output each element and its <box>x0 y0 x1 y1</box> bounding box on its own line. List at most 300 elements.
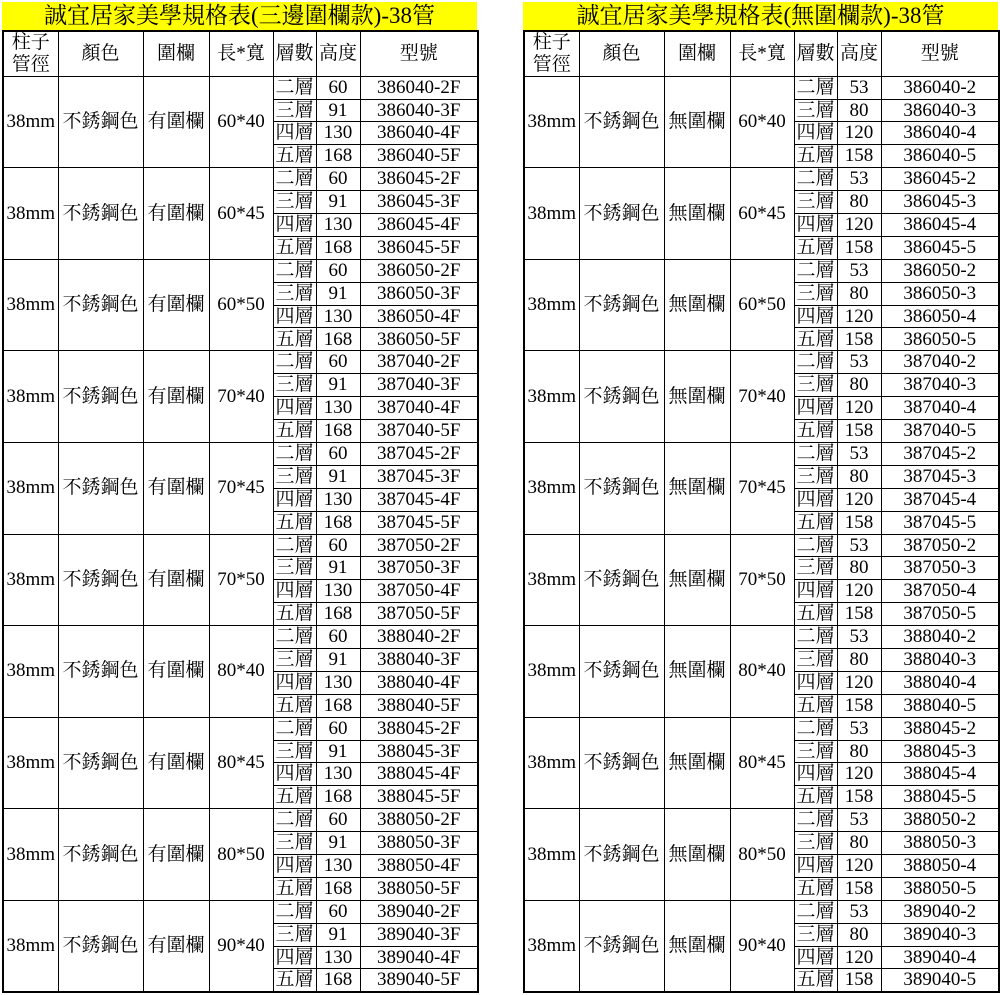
cell-height: 60 <box>316 717 360 740</box>
cell-tiers: 二層 <box>794 442 837 465</box>
table-row <box>524 900 999 923</box>
cell-color: 不銹鋼色 <box>58 626 143 718</box>
table-row <box>524 168 999 191</box>
cell-color: 不銹鋼色 <box>579 626 664 718</box>
cell-tiers: 四層 <box>273 305 316 328</box>
table-row <box>3 534 478 557</box>
column-header-color: 顏色 <box>58 31 143 76</box>
cell-tiers: 五層 <box>273 786 316 809</box>
cell-height: 53 <box>837 259 881 282</box>
cell-height: 80 <box>837 832 881 855</box>
cell-height: 53 <box>837 168 881 191</box>
cell-tiers: 二層 <box>273 809 316 832</box>
cell-height: 53 <box>837 717 881 740</box>
cell-height: 158 <box>837 969 881 992</box>
cell-height: 60 <box>316 259 360 282</box>
cell-model: 386045-5 <box>881 236 999 259</box>
cell-model: 389040-3F <box>360 923 478 946</box>
cell-model: 388045-4 <box>881 763 999 786</box>
cell-color: 不銹鋼色 <box>58 168 143 260</box>
cell-tiers: 二層 <box>794 76 837 99</box>
cell-tiers: 四層 <box>273 854 316 877</box>
cell-tiers: 四層 <box>794 488 837 511</box>
cell-height: 130 <box>316 214 360 237</box>
cell-color: 不銹鋼色 <box>579 442 664 534</box>
cell-model: 388040-5 <box>881 694 999 717</box>
cell-height: 158 <box>837 786 881 809</box>
cell-height: 120 <box>837 854 881 877</box>
cell-fence: 有圍欄 <box>143 76 209 168</box>
cell-height: 80 <box>837 374 881 397</box>
cell-size: 80*45 <box>209 717 273 809</box>
cell-tiers: 二層 <box>794 900 837 923</box>
cell-height: 80 <box>837 923 881 946</box>
cell-height: 168 <box>316 511 360 534</box>
spec-table-fenced <box>2 2 477 993</box>
cell-size: 70*50 <box>730 534 794 626</box>
cell-height: 168 <box>316 877 360 900</box>
cell-tiers: 二層 <box>794 534 837 557</box>
cell-height: 120 <box>837 122 881 145</box>
cell-tiers: 五層 <box>273 969 316 992</box>
cell-model: 387050-4 <box>881 580 999 603</box>
cell-tiers: 四層 <box>794 763 837 786</box>
cell-height: 130 <box>316 397 360 420</box>
cell-tiers: 二層 <box>794 259 837 282</box>
cell-height: 130 <box>316 946 360 969</box>
cell-height: 158 <box>837 603 881 626</box>
table-row <box>3 442 478 465</box>
cell-tiers: 二層 <box>273 259 316 282</box>
cell-tiers: 二層 <box>794 809 837 832</box>
cell-height: 60 <box>316 900 360 923</box>
column-header-pipe-diameter: 柱子管徑 <box>524 31 579 76</box>
header-row <box>3 31 478 76</box>
cell-color: 不銹鋼色 <box>579 900 664 992</box>
cell-tiers: 三層 <box>794 465 837 488</box>
cell-model: 387045-3F <box>360 465 478 488</box>
cell-fence: 無圍欄 <box>664 717 730 809</box>
cell-size: 70*40 <box>209 351 273 443</box>
cell-tiers: 二層 <box>794 626 837 649</box>
cell-tiers: 四層 <box>273 763 316 786</box>
cell-model: 386050-4 <box>881 305 999 328</box>
cell-tiers: 三層 <box>273 923 316 946</box>
cell-height: 80 <box>837 557 881 580</box>
cell-model: 386050-5 <box>881 328 999 351</box>
cell-model: 387040-3 <box>881 374 999 397</box>
cell-tiers: 五層 <box>273 420 316 443</box>
cell-fence: 有圍欄 <box>143 168 209 260</box>
cell-tiers: 四層 <box>794 122 837 145</box>
cell-tiers: 三層 <box>273 282 316 305</box>
cell-height: 120 <box>837 305 881 328</box>
table-row <box>3 76 478 99</box>
cell-color: 不銹鋼色 <box>58 717 143 809</box>
cell-model: 387050-5 <box>881 603 999 626</box>
cell-size: 70*50 <box>209 534 273 626</box>
cell-model: 386045-5F <box>360 236 478 259</box>
column-header-pipe-diameter: 柱子管徑 <box>3 31 58 76</box>
cell-model: 388050-3F <box>360 832 478 855</box>
cell-height: 53 <box>837 76 881 99</box>
cell-height: 60 <box>316 809 360 832</box>
cell-model: 386050-3F <box>360 282 478 305</box>
cell-model: 388050-4F <box>360 854 478 877</box>
cell-height: 120 <box>837 946 881 969</box>
cell-color: 不銹鋼色 <box>579 534 664 626</box>
cell-fence: 有圍欄 <box>143 442 209 534</box>
cell-tiers: 三層 <box>794 832 837 855</box>
cell-pipe-diameter: 38mm <box>524 626 579 718</box>
column-header-height: 高度 <box>837 31 881 76</box>
cell-pipe-diameter: 38mm <box>3 809 58 901</box>
cell-tiers: 四層 <box>273 946 316 969</box>
cell-size: 70*45 <box>730 442 794 534</box>
cell-tiers: 五層 <box>273 603 316 626</box>
cell-height: 53 <box>837 351 881 374</box>
table-row <box>524 442 999 465</box>
table-row <box>3 168 478 191</box>
cell-model: 388045-5 <box>881 786 999 809</box>
cell-height: 91 <box>316 465 360 488</box>
cell-size: 70*40 <box>730 351 794 443</box>
cell-model: 386040-3 <box>881 99 999 122</box>
cell-height: 80 <box>837 282 881 305</box>
cell-height: 53 <box>837 900 881 923</box>
column-header-size: 長*寬 <box>730 31 794 76</box>
cell-fence: 有圍欄 <box>143 351 209 443</box>
cell-tiers: 五層 <box>794 236 837 259</box>
cell-pipe-diameter: 38mm <box>3 259 58 351</box>
cell-fence: 有圍欄 <box>143 259 209 351</box>
cell-tiers: 二層 <box>273 351 316 374</box>
cell-model: 387050-3 <box>881 557 999 580</box>
cell-model: 386040-4F <box>360 122 478 145</box>
column-header-model: 型號 <box>881 31 999 76</box>
cell-model: 387050-5F <box>360 603 478 626</box>
spec-table-unfenced <box>523 2 998 993</box>
cell-pipe-diameter: 38mm <box>3 900 58 992</box>
cell-fence: 有圍欄 <box>143 717 209 809</box>
cell-model: 389040-4F <box>360 946 478 969</box>
cell-height: 168 <box>316 145 360 168</box>
cell-model: 387050-2F <box>360 534 478 557</box>
table-row <box>3 809 478 832</box>
cell-height: 130 <box>316 854 360 877</box>
cell-pipe-diameter: 38mm <box>524 442 579 534</box>
cell-tiers: 三層 <box>273 99 316 122</box>
cell-tiers: 五層 <box>794 511 837 534</box>
cell-color: 不銹鋼色 <box>58 809 143 901</box>
cell-height: 91 <box>316 740 360 763</box>
cell-model: 389040-5 <box>881 969 999 992</box>
header-row <box>524 31 999 76</box>
cell-height: 91 <box>316 191 360 214</box>
cell-tiers: 二層 <box>794 717 837 740</box>
cell-height: 168 <box>316 328 360 351</box>
cell-tiers: 五層 <box>794 145 837 168</box>
cell-size: 90*40 <box>730 900 794 992</box>
cell-tiers: 二層 <box>273 534 316 557</box>
cell-height: 60 <box>316 168 360 191</box>
cell-tiers: 五層 <box>794 420 837 443</box>
table-row <box>3 259 478 282</box>
cell-height: 53 <box>837 442 881 465</box>
cell-height: 158 <box>837 694 881 717</box>
cell-height: 130 <box>316 580 360 603</box>
cell-color: 不銹鋼色 <box>58 351 143 443</box>
cell-color: 不銹鋼色 <box>579 809 664 901</box>
cell-tiers: 二層 <box>794 168 837 191</box>
cell-height: 130 <box>316 671 360 694</box>
cell-model: 389040-2F <box>360 900 478 923</box>
cell-height: 91 <box>316 99 360 122</box>
cell-height: 91 <box>316 282 360 305</box>
cell-model: 388040-4F <box>360 671 478 694</box>
cell-model: 386040-5F <box>360 145 478 168</box>
cell-model: 387045-5F <box>360 511 478 534</box>
column-header-fence: 圍欄 <box>664 31 730 76</box>
cell-tiers: 五層 <box>273 511 316 534</box>
cell-tiers: 五層 <box>794 694 837 717</box>
cell-model: 389040-4 <box>881 946 999 969</box>
cell-fence: 無圍欄 <box>664 351 730 443</box>
cell-pipe-diameter: 38mm <box>3 717 58 809</box>
cell-height: 60 <box>316 626 360 649</box>
cell-color: 不銹鋼色 <box>579 168 664 260</box>
cell-tiers: 三層 <box>794 740 837 763</box>
cell-model: 387045-3 <box>881 465 999 488</box>
cell-height: 120 <box>837 397 881 420</box>
cell-model: 387040-5F <box>360 420 478 443</box>
cell-pipe-diameter: 38mm <box>524 259 579 351</box>
cell-height: 168 <box>316 786 360 809</box>
cell-pipe-diameter: 38mm <box>3 626 58 718</box>
cell-color: 不銹鋼色 <box>579 717 664 809</box>
cell-tiers: 二層 <box>273 717 316 740</box>
cell-model: 386040-4 <box>881 122 999 145</box>
cell-model: 388040-2F <box>360 626 478 649</box>
cell-tiers: 三層 <box>273 191 316 214</box>
cell-color: 不銹鋼色 <box>58 76 143 168</box>
cell-fence: 有圍欄 <box>143 900 209 992</box>
cell-size: 60*45 <box>209 168 273 260</box>
cell-height: 120 <box>837 488 881 511</box>
cell-size: 80*45 <box>730 717 794 809</box>
cell-model: 388050-3 <box>881 832 999 855</box>
cell-size: 60*50 <box>730 259 794 351</box>
cell-model: 386050-4F <box>360 305 478 328</box>
cell-color: 不銹鋼色 <box>579 259 664 351</box>
table-row <box>3 351 478 374</box>
cell-model: 388050-5F <box>360 877 478 900</box>
cell-model: 388045-4F <box>360 763 478 786</box>
cell-model: 388040-5F <box>360 694 478 717</box>
cell-height: 80 <box>837 191 881 214</box>
cell-tiers: 四層 <box>273 122 316 145</box>
table-row <box>524 626 999 649</box>
cell-fence: 無圍欄 <box>664 76 730 168</box>
cell-model: 387050-4F <box>360 580 478 603</box>
cell-model: 388045-2F <box>360 717 478 740</box>
cell-model: 387050-2 <box>881 534 999 557</box>
cell-model: 386045-2 <box>881 168 999 191</box>
cell-model: 387045-4F <box>360 488 478 511</box>
cell-tiers: 四層 <box>794 854 837 877</box>
cell-height: 158 <box>837 877 881 900</box>
cell-tiers: 三層 <box>794 557 837 580</box>
cell-tiers: 五層 <box>273 236 316 259</box>
cell-pipe-diameter: 38mm <box>3 351 58 443</box>
cell-pipe-diameter: 38mm <box>524 717 579 809</box>
cell-model: 388050-4 <box>881 854 999 877</box>
cell-model: 388040-3 <box>881 648 999 671</box>
cell-height: 80 <box>837 648 881 671</box>
cell-pipe-diameter: 38mm <box>3 168 58 260</box>
cell-tiers: 三層 <box>794 191 837 214</box>
cell-pipe-diameter: 38mm <box>3 534 58 626</box>
cell-fence: 無圍欄 <box>664 442 730 534</box>
cell-tiers: 三層 <box>794 99 837 122</box>
cell-fence: 有圍欄 <box>143 626 209 718</box>
cell-model: 388050-2F <box>360 809 478 832</box>
cell-fence: 有圍欄 <box>143 534 209 626</box>
cell-tiers: 四層 <box>794 214 837 237</box>
cell-height: 53 <box>837 626 881 649</box>
cell-height: 158 <box>837 145 881 168</box>
table-row <box>524 351 999 374</box>
cell-tiers: 四層 <box>794 305 837 328</box>
cell-color: 不銹鋼色 <box>579 76 664 168</box>
table-row <box>524 717 999 740</box>
cell-color: 不銹鋼色 <box>579 351 664 443</box>
cell-model: 388040-2 <box>881 626 999 649</box>
cell-height: 120 <box>837 580 881 603</box>
cell-fence: 有圍欄 <box>143 809 209 901</box>
table-title: 誠宜居家美學規格表(三邊圍欄款)-38管 <box>2 2 477 30</box>
cell-model: 387040-3F <box>360 374 478 397</box>
cell-pipe-diameter: 38mm <box>524 809 579 901</box>
cell-size: 60*50 <box>209 259 273 351</box>
cell-color: 不銹鋼色 <box>58 442 143 534</box>
cell-model: 386050-2 <box>881 259 999 282</box>
cell-model: 386050-5F <box>360 328 478 351</box>
cell-model: 389040-5F <box>360 969 478 992</box>
cell-tiers: 四層 <box>273 214 316 237</box>
cell-height: 130 <box>316 763 360 786</box>
cell-model: 387050-3F <box>360 557 478 580</box>
cell-height: 120 <box>837 214 881 237</box>
table-title: 誠宜居家美學規格表(無圍欄款)-38管 <box>523 2 998 30</box>
cell-tiers: 五層 <box>273 694 316 717</box>
cell-tiers: 四層 <box>794 946 837 969</box>
cell-model: 388040-4 <box>881 671 999 694</box>
table-row <box>3 626 478 649</box>
cell-height: 91 <box>316 923 360 946</box>
column-header-size: 長*寬 <box>209 31 273 76</box>
cell-model: 386050-2F <box>360 259 478 282</box>
cell-size: 90*40 <box>209 900 273 992</box>
cell-model: 386045-4 <box>881 214 999 237</box>
cell-tiers: 五層 <box>794 877 837 900</box>
cell-model: 388045-2 <box>881 717 999 740</box>
cell-pipe-diameter: 38mm <box>524 351 579 443</box>
cell-height: 130 <box>316 305 360 328</box>
cell-model: 388045-3F <box>360 740 478 763</box>
cell-tiers: 五層 <box>794 969 837 992</box>
cell-tiers: 四層 <box>794 580 837 603</box>
cell-model: 387040-4 <box>881 397 999 420</box>
cell-height: 91 <box>316 557 360 580</box>
cell-tiers: 四層 <box>273 580 316 603</box>
cell-height: 53 <box>837 534 881 557</box>
cell-model: 387045-2F <box>360 442 478 465</box>
table-body <box>524 76 999 992</box>
cell-height: 53 <box>837 809 881 832</box>
table-row <box>3 717 478 740</box>
cell-model: 387040-2F <box>360 351 478 374</box>
cell-model: 388050-2 <box>881 809 999 832</box>
cell-tiers: 二層 <box>273 900 316 923</box>
cell-size: 80*40 <box>209 626 273 718</box>
cell-height: 168 <box>316 694 360 717</box>
cell-tiers: 三層 <box>273 832 316 855</box>
cell-height: 158 <box>837 420 881 443</box>
cell-pipe-diameter: 38mm <box>524 76 579 168</box>
cell-model: 386045-2F <box>360 168 478 191</box>
cell-height: 91 <box>316 832 360 855</box>
cell-tiers: 三層 <box>794 648 837 671</box>
cell-tiers: 三層 <box>794 374 837 397</box>
cell-model: 386040-3F <box>360 99 478 122</box>
cell-tiers: 三層 <box>273 465 316 488</box>
cell-height: 91 <box>316 374 360 397</box>
cell-size: 60*45 <box>730 168 794 260</box>
cell-pipe-diameter: 38mm <box>3 442 58 534</box>
cell-model: 386045-4F <box>360 214 478 237</box>
cell-tiers: 四層 <box>794 397 837 420</box>
cell-model: 387040-5 <box>881 420 999 443</box>
cell-height: 120 <box>837 671 881 694</box>
table-row <box>524 534 999 557</box>
cell-height: 60 <box>316 534 360 557</box>
spec-grid <box>2 30 479 993</box>
cell-tiers: 四層 <box>273 488 316 511</box>
cell-color: 不銹鋼色 <box>58 900 143 992</box>
cell-height: 60 <box>316 76 360 99</box>
cell-height: 80 <box>837 99 881 122</box>
cell-tiers: 五層 <box>794 328 837 351</box>
table-row <box>524 809 999 832</box>
cell-height: 158 <box>837 511 881 534</box>
cell-tiers: 五層 <box>273 145 316 168</box>
cell-tiers: 三層 <box>273 374 316 397</box>
cell-height: 168 <box>316 236 360 259</box>
column-header-fence: 圍欄 <box>143 31 209 76</box>
column-header-height: 高度 <box>316 31 360 76</box>
cell-height: 80 <box>837 465 881 488</box>
cell-height: 130 <box>316 122 360 145</box>
cell-fence: 無圍欄 <box>664 809 730 901</box>
cell-model: 386040-2F <box>360 76 478 99</box>
cell-model: 387040-4F <box>360 397 478 420</box>
cell-size: 80*50 <box>730 809 794 901</box>
cell-model: 387045-2 <box>881 442 999 465</box>
cell-height: 80 <box>837 740 881 763</box>
cell-model: 389040-2 <box>881 900 999 923</box>
cell-height: 60 <box>316 351 360 374</box>
